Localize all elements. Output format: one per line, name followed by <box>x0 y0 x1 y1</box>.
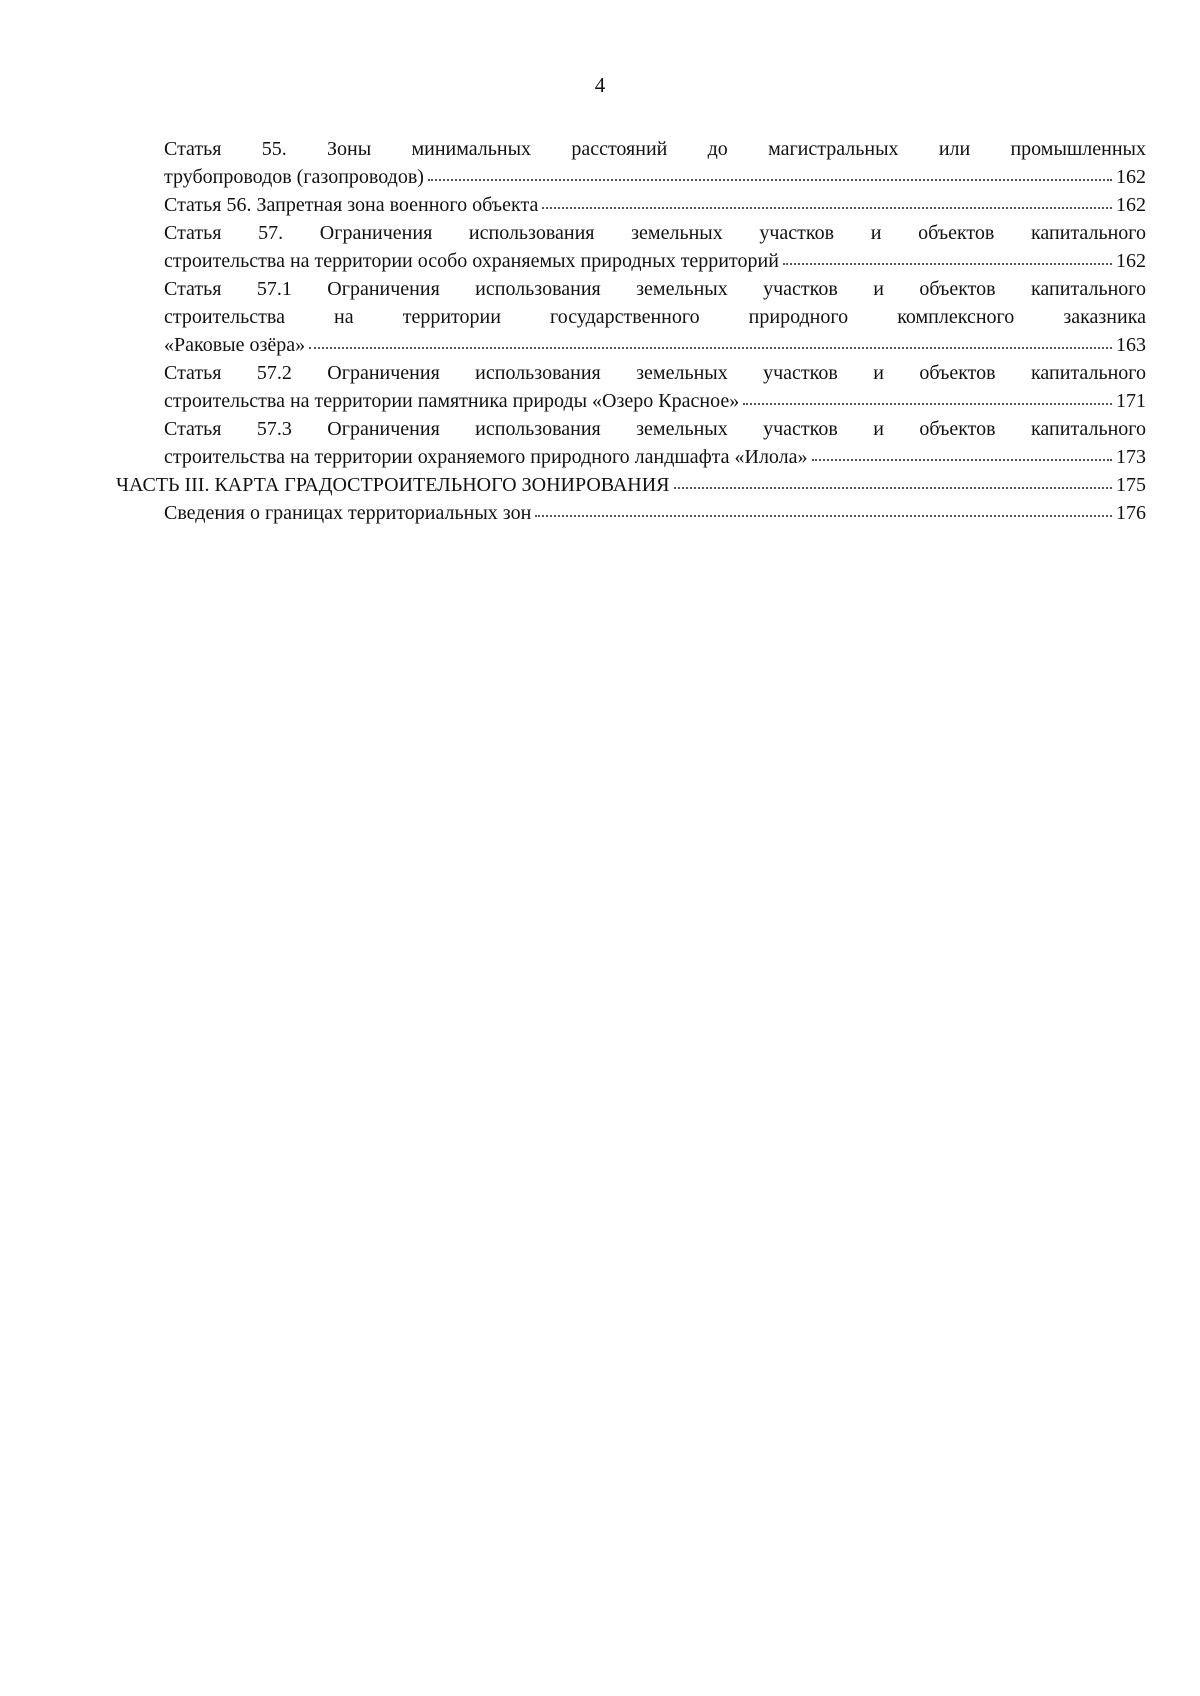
toc-entry[interactable] <box>164 135 1146 191</box>
toc-entry-page: 176 <box>1116 502 1146 524</box>
toc-entry-title: Сведения о границах территориальных зон <box>164 502 532 524</box>
toc-entry-last-line <box>164 191 1146 219</box>
toc-entry-title: строительства на территории памятника природы «Озеро Красное» <box>164 390 740 412</box>
toc-entry-page: 163 <box>1116 334 1146 356</box>
dot-leader <box>535 499 1112 519</box>
toc-entry-last-line <box>164 163 1146 191</box>
toc-entry-title: строительства на территории особо охраняемых природных территорий <box>164 250 779 272</box>
toc-entry[interactable] <box>164 219 1146 275</box>
toc-entry[interactable] <box>116 471 1146 499</box>
toc-entry-last-line <box>164 443 1146 471</box>
toc-entry-page: 173 <box>1116 446 1146 468</box>
toc-entry[interactable] <box>164 359 1146 415</box>
dot-leader <box>428 163 1112 183</box>
toc-entry-page: 162 <box>1116 194 1146 216</box>
dot-leader <box>783 247 1112 267</box>
toc-entry[interactable] <box>164 275 1146 359</box>
toc-entry-line: Статья 57.2 Ограничения использования земельных участков и объектов капитального <box>164 362 1146 384</box>
toc-entry[interactable] <box>164 191 1146 219</box>
toc-entry-line: Статья 57.1 Ограничения использования земельных участков и объектов капитального <box>164 278 1146 300</box>
toc-entry[interactable] <box>164 415 1146 471</box>
toc-entry-page: 171 <box>1116 390 1146 412</box>
dot-leader <box>743 387 1112 407</box>
toc-entry-line: Статья 57. Ограничения использования земельных участков и объектов капитального <box>164 222 1146 244</box>
toc-entry-page: 162 <box>1116 250 1146 272</box>
toc-entry-line: Статья 55. Зоны минимальных расстояний до магистральных или промышленных <box>164 138 1146 160</box>
toc-entry-page: 162 <box>1116 166 1146 188</box>
toc-entry-last-line <box>164 499 1146 527</box>
toc-entry-title: трубопроводов (газопроводов) <box>164 166 424 188</box>
toc-entry-last-line <box>164 331 1146 359</box>
toc-entry-last-line <box>164 387 1146 415</box>
page-number: 4 <box>594 73 606 97</box>
toc-entry-last-line <box>164 247 1146 275</box>
dot-leader <box>309 331 1112 351</box>
toc-entry[interactable] <box>164 499 1146 527</box>
toc-entry-line: строительства на территории государственного природного комплексного заказника <box>164 306 1146 328</box>
toc-entry-title: ЧАСТЬ III. КАРТА ГРАДОСТРОИТЕЛЬНОГО ЗОНИРОВАНИЯ <box>116 474 670 496</box>
toc-entry-page: 175 <box>1116 474 1146 496</box>
toc-entry-line: Статья 57.3 Ограничения использования земельных участков и объектов капитального <box>164 418 1146 440</box>
dot-leader <box>812 443 1112 463</box>
toc-entry-title: строительства на территории охраняемого природного ландшафта «Илола» <box>164 446 808 468</box>
table-of-contents <box>116 135 1146 527</box>
dot-leader <box>674 471 1112 491</box>
toc-entry-title: Статья 56. Запретная зона военного объекта <box>164 194 539 216</box>
toc-entry-title: «Раковые озёра» <box>164 334 306 356</box>
dot-leader <box>542 191 1112 211</box>
toc-entry-last-line <box>116 471 1146 499</box>
